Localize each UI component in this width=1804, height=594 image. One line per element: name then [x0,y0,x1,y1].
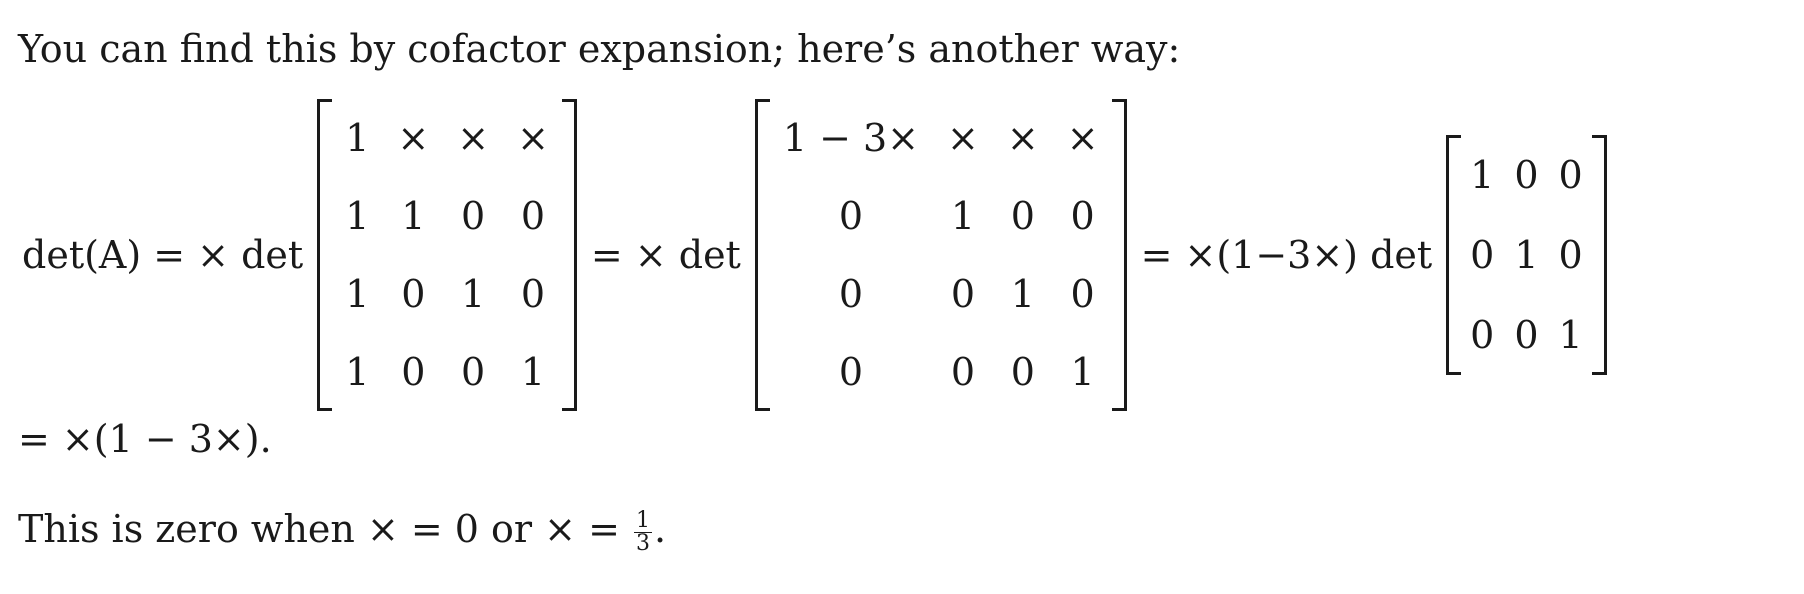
matrix-3-cell: 0 [1514,313,1539,357]
matrix-1-cell: 0 [461,194,486,238]
matrix-1-cell: 0 [461,350,486,394]
matrix-2-cell: 1 [1010,272,1035,316]
matrix-1-cell: 1 [401,194,426,238]
conclusion-text [18,507,667,556]
matrix-2-cell: 0 [1070,194,1095,238]
one-third-fraction [634,510,652,555]
matrix-2-cell: 0 [950,272,976,316]
matrix-3-cell: 0 [1558,233,1583,277]
matrix-1-cell: 1 [520,350,546,394]
equation-lhs: det(A) = × det [22,233,304,277]
matrix-1-cell: × [457,116,490,160]
matrix-2-cell: 1 − 3× [782,116,920,160]
conclusion-suffix: . [654,507,667,551]
conclusion-prefix: This is zero when × = 0 or × = [18,507,633,551]
result-text: = ×(1 − 3×). [18,417,272,461]
intro-text: You can find this by cofactor expansion; here’s another way: [18,27,1181,71]
matrix-1-cell: 0 [520,194,546,238]
matrix-2-cell: 1 [950,194,976,238]
matrix-2-cell: 0 [838,272,864,316]
matrix-2-cell: 0 [950,350,976,394]
fraction-denominator: 3 [636,531,651,556]
matrix-1-cell: 1 [345,350,370,394]
equation-mid-1: = × det [590,233,741,277]
matrix-2-cell: 0 [1010,350,1035,394]
matrix-3-cell: 0 [1514,153,1539,197]
matrix-1-cell: 0 [401,272,426,316]
matrix-2-cell: 0 [1010,194,1035,238]
matrix-1-cell: 0 [520,272,546,316]
equation-mid-2: = ×(1−3×) det [1140,233,1433,277]
matrix-1 [317,99,577,411]
matrix-3-cell: 0 [1470,233,1495,277]
matrix-2-cell: × [947,116,979,160]
matrix-2-cell: × [1066,116,1099,160]
matrix-1-cell: 1 [345,272,370,316]
matrix-3 [1446,135,1607,375]
matrix-3-cell: 0 [1470,313,1495,357]
matrix-2-cell: × [1006,116,1039,160]
fraction-numerator: 1 [636,508,651,533]
matrix-3-cell: 0 [1558,153,1583,197]
matrix-1-cell: × [397,116,430,160]
matrix-2-cell: 0 [838,350,864,394]
matrix-1-cell: 0 [401,350,426,394]
matrix-3-cell: 1 [1558,313,1583,357]
matrix-1-cell: 1 [461,272,486,316]
determinant-equation [18,95,1617,415]
matrix-3-cell: 1 [1470,153,1495,197]
matrix-1-cell: 1 [345,116,370,160]
matrix-2-cell: 0 [838,194,864,238]
matrix-1-cell: × [517,116,549,160]
matrix-3-cell: 1 [1514,233,1539,277]
matrix-2-cell: 0 [1070,272,1095,316]
matrix-2 [755,99,1127,411]
matrix-2-cell: 1 [1070,350,1095,394]
matrix-1-cell: 1 [345,194,370,238]
